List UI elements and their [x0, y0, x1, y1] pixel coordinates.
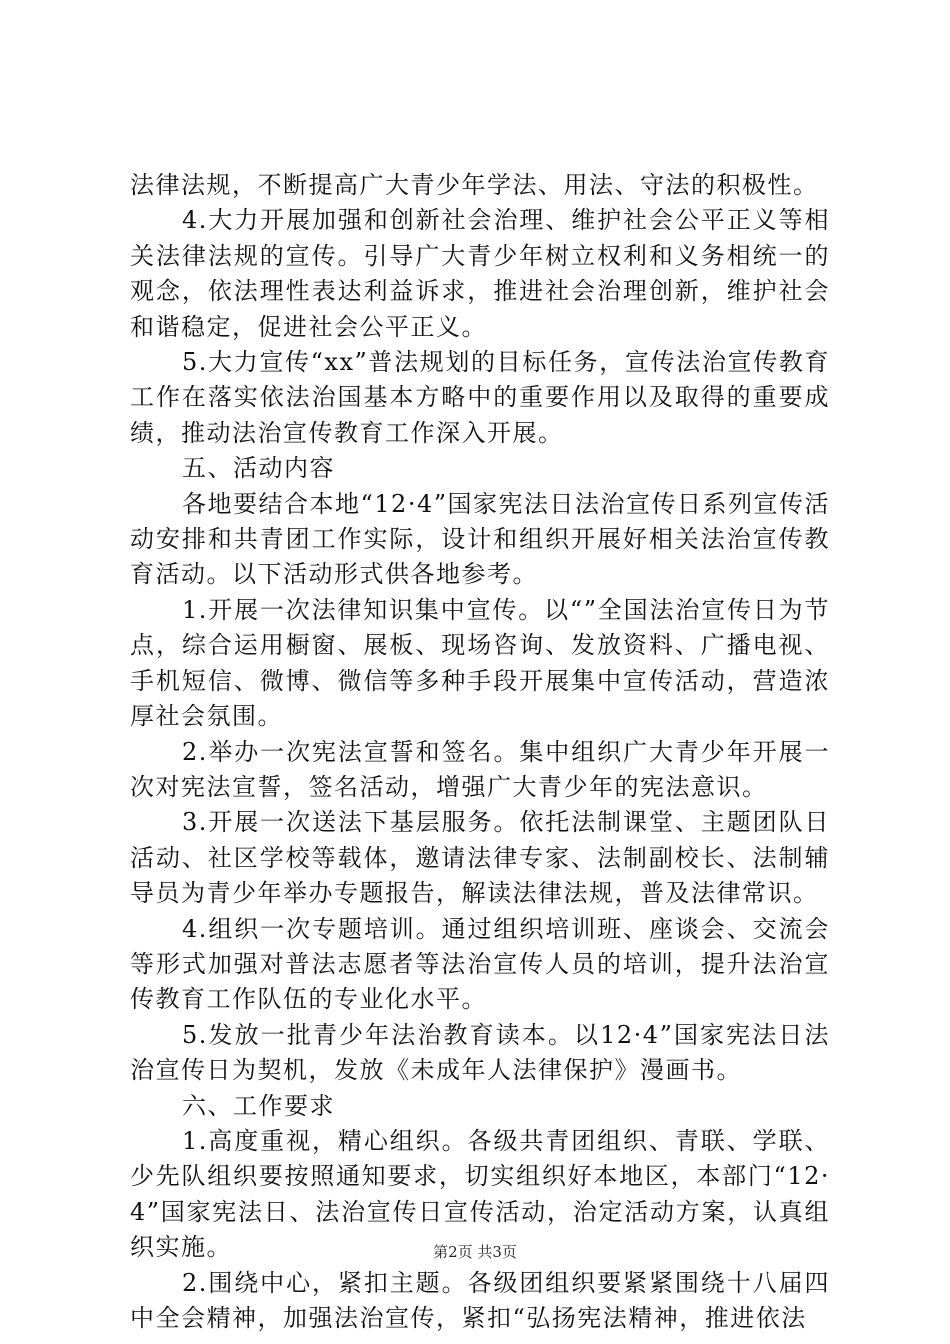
paragraph-requirement-1: 1.高度重视，精心组织。各级共青团组织、青联、学联、少先队组织要按照通知要求，切实组织好本地区，本部门“12·4”国家宪法日、法治宣传日宣传活动，治定活动方案，认真组织实施。	[130, 1126, 830, 1262]
paragraph-activities-intro: 各地要结合本地“12·4”国家宪法日法治宣传日系列宣传活动安排和共青团工作实际，设计和组织开展好相关法治宣传教育活动。以下活动形式供各地参考。	[130, 489, 830, 589]
paragraph-item-4: 4.大力开展加强和创新社会治理、维护社会公平正义等相关法律法规的宣传。引导广大青少年树立权利和义务相统一的观念，依法理性表达利益诉求，推进社会治理创新，维护社会和谐稳定，促进社会公平正义。	[130, 206, 830, 341]
document-body	[130, 168, 830, 1336]
paragraph-activity-1: 1.开展一次法律知识集中宣传。以“”全国法治宣传日为节点，综合运用橱窗、展板、现场咨询、发放资料、广播电视、手机短信、微博、微信等多种手段开展集中宣传活动，营造浓厚社会氛围。	[130, 595, 830, 731]
paragraph-activity-4: 4.组织一次专题培训。通过组织培训班、座谈会、交流会等形式加强对普法志愿者等法治宣传人员的培训，提升法治宣传教育工作队伍的专业化水平。	[130, 914, 830, 1014]
section-heading-activities: 五、活动内容	[182, 454, 335, 483]
page-footer: 第2页 共3页	[433, 1243, 517, 1261]
section-heading-requirements: 六、工作要求	[182, 1091, 335, 1120]
paragraph-activity-3: 3.开展一次送法下基层服务。依托法制课堂、主题团队日活动、社区学校等载体，邀请法律专家、法制副校长、法制辅导员为青少年举办专题报告，解读法律法规，普及法律常识。	[130, 808, 830, 908]
paragraph-activity-2: 2.举办一次宪法宣誓和签名。集中组织广大青少年开展一次对宪法宣誓，签名活动，增强广大青少年的宪法意识。	[130, 737, 830, 801]
paragraph-continuation: 法律法规，不断提高广大青少年学法、用法、守法的积极性。	[130, 171, 819, 199]
paragraph-item-5: 5.大力宣传“xx”普法规划的目标任务，宣传法治宣传教育工作在落实依法治国基本方略中的重要作用以及取得的重要成绩，推动法治宣传教育工作深入开展。	[130, 348, 830, 447]
paragraph-activity-5: 5.发放一批青少年法治教育读本。以12·4”国家宪法日法治宣传日为契机，发放《未成年人法律保护》漫画书。	[130, 1020, 830, 1085]
paragraph-requirement-2: 2.围绕中心，紧扣主题。各级团组织要紧紧围绕十八届四中全会精神，加强法治宣传，紧扣“弘扬宪法精神，推进依法	[130, 1268, 830, 1332]
